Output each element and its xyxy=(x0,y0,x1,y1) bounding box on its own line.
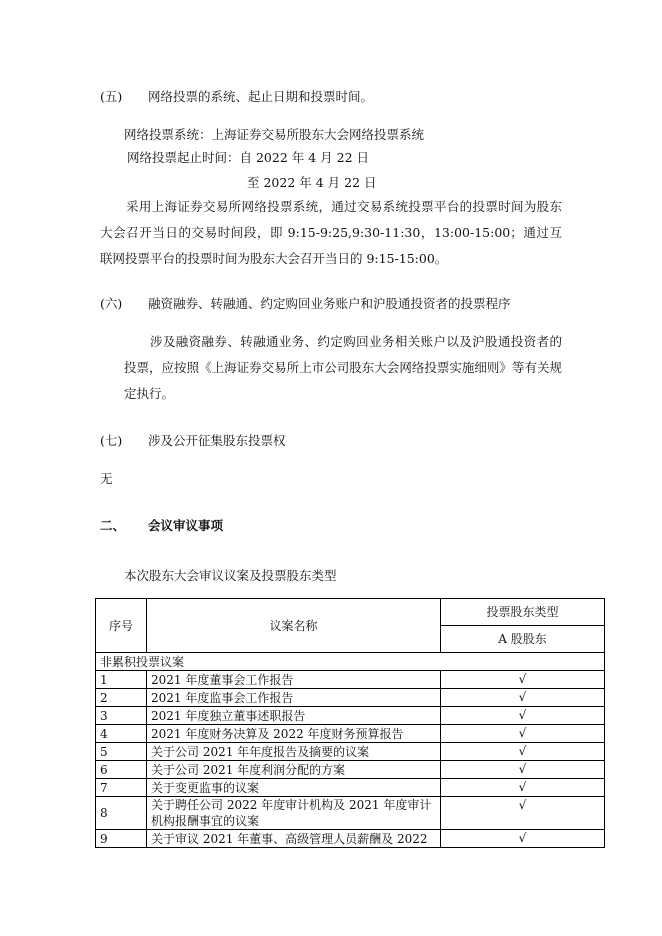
voting-time-paragraph: 采用上海证券交易所网络投票系统，通过交易系统投票平台的投票时间为股东大会召开当日的交易时间段，即 9:15-9:25,9:30-11:30，13:00-15:00；通过互联网投票平台的投票时间为股东大会召开当日的 9:15-15:00。 xyxy=(100,199,562,266)
cell-proposal-name: 2021 年度董事会工作报告 xyxy=(147,671,441,689)
table-row xyxy=(96,797,605,830)
cell-proposal-name: 2021 年度监事会工作报告 xyxy=(147,689,441,707)
cell-seq: 9 xyxy=(96,830,147,848)
cell-vote-mark: √ xyxy=(441,671,605,689)
cell-proposal-name: 关于审议 2021 年董事、高级管理人员薪酬及 2022 xyxy=(147,830,441,848)
cell-proposal-name: 关于聘任公司 2022 年度审计机构及 2021 年度审计机构报酬事宜的议案 xyxy=(147,797,441,830)
voting-system-line: 网络投票系统：上海证券交易所股东大会网络投票系统 xyxy=(124,127,425,142)
part-2-title: 会议审议事项 xyxy=(148,518,224,533)
cell-proposal-name: 关于公司 2021 年度利润分配的方案 xyxy=(147,761,441,779)
section-5-number: (五) xyxy=(100,89,123,104)
section-7-body: 无 xyxy=(100,471,113,486)
cell-seq: 8 xyxy=(96,797,147,830)
header-seq: 序号 xyxy=(96,599,147,653)
section-7-number: (七) xyxy=(100,433,123,448)
cell-vote-mark: √ xyxy=(441,779,605,797)
cell-proposal-name: 关于变更监事的议案 xyxy=(147,779,441,797)
cell-proposal-name: 2021 年度独立董事述职报告 xyxy=(147,707,441,725)
cell-seq: 6 xyxy=(96,761,147,779)
header-proposal-name: 议案名称 xyxy=(147,599,441,653)
table-body xyxy=(96,671,605,848)
table-row xyxy=(96,689,605,707)
cell-vote-mark: √ xyxy=(441,761,605,779)
table-header-row xyxy=(96,599,605,626)
voting-end-line: 至 2022 年 4 月 22 日 xyxy=(247,175,377,190)
table-row xyxy=(96,743,605,761)
proposals-table xyxy=(95,598,605,848)
section-7-title: 涉及公开征集股东投票权 xyxy=(148,433,286,448)
part-2-number: 二、 xyxy=(100,518,126,533)
cell-proposal-name: 2021 年度财务决算及 2022 年度财务预算报告 xyxy=(147,725,441,743)
cell-seq: 3 xyxy=(96,707,147,725)
cell-seq: 5 xyxy=(96,743,147,761)
header-a-share: A 股股东 xyxy=(441,626,605,653)
table-row xyxy=(96,671,605,689)
table-group-row xyxy=(96,653,605,671)
cell-vote-mark: √ xyxy=(441,830,605,848)
cell-vote-mark: √ xyxy=(441,689,605,707)
cell-seq: 1 xyxy=(96,671,147,689)
section-6-number: (六) xyxy=(100,296,123,311)
section-5-title: 网络投票的系统、起止日期和投票时间。 xyxy=(148,89,374,104)
table-row xyxy=(96,830,605,848)
cell-seq: 4 xyxy=(96,725,147,743)
table-row xyxy=(96,725,605,743)
section-6-title: 融资融券、转融通、约定购回业务账户和沪股通投资者的投票程序 xyxy=(148,296,511,311)
group-label: 非累积投票议案 xyxy=(96,653,605,671)
cell-vote-mark: √ xyxy=(441,797,605,830)
cell-vote-mark: √ xyxy=(441,707,605,725)
header-voter-type: 投票股东类型 xyxy=(441,599,605,626)
cell-seq: 7 xyxy=(96,779,147,797)
cell-vote-mark: √ xyxy=(441,725,605,743)
cell-proposal-name: 关于公司 2021 年年度报告及摘要的议案 xyxy=(147,743,441,761)
table-row xyxy=(96,707,605,725)
table-row xyxy=(96,761,605,779)
cell-seq: 2 xyxy=(96,689,147,707)
table-row xyxy=(96,779,605,797)
cell-vote-mark: √ xyxy=(441,743,605,761)
voting-start-line: 网络投票起止时间：自 2022 年 4 月 22 日 xyxy=(127,150,370,165)
margin-trading-paragraph: 涉及融资融券、转融通业务、约定购回业务相关账户以及沪股通投资者的投票，应按照《上海证券交易所上市公司股东大会网络投票实施细则》等有关规定执行。 xyxy=(124,334,562,401)
table-intro: 本次股东大会审议议案及投票股东类型 xyxy=(124,568,337,583)
